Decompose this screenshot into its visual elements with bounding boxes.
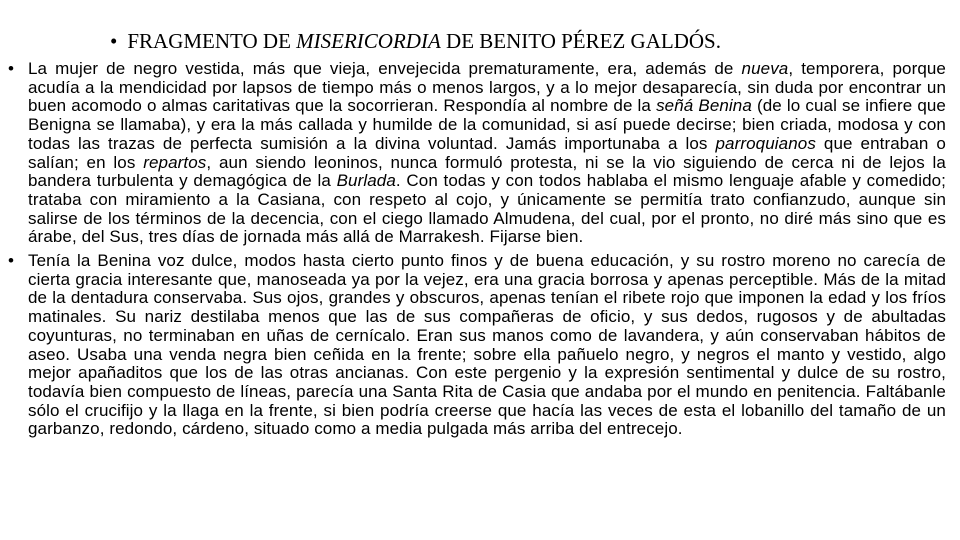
paragraph-bullet: • [8, 60, 15, 78]
italic-text: repartos [143, 152, 207, 172]
paragraph-text: que entraban o salían; en los [28, 133, 946, 172]
italic-text: Burlada [336, 171, 396, 191]
paragraph-text: Tenía la Benina voz dulce, modos hasta cierto punto finos y de buena educación, y su rostro moreno no carecía de cierta gracia interesante que, manoseada ya por la vejez, era una gracia borrosa y apenas perceptible. Más de la mitad de la dentadura conservaba. Sus ojos, grandes y obscuros, apenas tenían el ribete rojo que imponen la edad y los fríos matinales. Su nariz destilaba menos que las de sus compañeras de oficio, y sus dedos, rugosos y de abultadas coyunturas, no terminaban en uñas de cernícalo. Eran sus manos como de lavandera, y aún conservaban hábitos de aseo. Usaba una venda negra bien ceñida en la frente; sobre ella pañuelo negro, y negros el manto y vestido, algo mejor apañaditos que los de las otras ancianas. Con este pergenio y la expresión sentimental y dulce de su rostro, todavía bien compuesto de líneas, parecía una Santa Rita de Casia que andaba por el mundo en penitencia. Faltábanle sólo el crucifijo y la llaga en la frente, si bien podría creerse que hacía las veces de esta el lobanillo del tamaño de un garbanzo, redondo, cárdeno, situado como a media pulgada más arriba del entrecejo. [28, 251, 946, 439]
slide-title [110, 28, 930, 54]
paragraph-text: La mujer de negro vestida, más que vieja, envejecida prematuramente, era, además de [28, 60, 742, 78]
title-text: FRAGMENTO DE [127, 29, 297, 53]
italic-text: parroquianos [715, 133, 816, 153]
paragraph-text: (de lo cual se infiere que Benigna se llamaba), y era la más callada y humilde de la comunidad, si así puede decirse; bien criada, modosa y con todas las trazas de perfecta sumisión a la divina voluntad. Jamás importunaba a los [28, 96, 946, 153]
title-book-name: MISERICORDIA [296, 29, 441, 53]
paragraph-1 [8, 60, 946, 247]
paragraph-text: , temporera, porque acudía a la mendicidad por lapsos de tiempo más o menos largos, y a lo mejor desaparecía, sin duda por encontrar un buen acomodo o almas caritativas que la socorrieran. Respondía al nombre de la [28, 60, 946, 116]
title-author: DE BENITO PÉREZ GALDÓS. [440, 29, 721, 53]
paragraph-2 [8, 252, 946, 439]
italic-text: señá Benina [656, 96, 752, 116]
paragraph-text: . Con todas y con todos hablaba el mismo lenguaje afable y comedido; trataba con miramiento a la Casiana, con respeto al cojo, y únicamente se permitía trato confianzudo, aunque sin salirse de los términos de la decencia, con el ciego llamado Almudena, del cual, por el pronto, no diré más sino que es árabe, del Sus, tres días de jornada más allá de Marrakesh. Fijarse bien. [28, 171, 946, 247]
paragraph-bullet: • [8, 251, 15, 271]
italic-text: nueva [741, 60, 789, 78]
paragraph-text: , aun siendo leoninos, nunca formuló protesta, ni se la vio siguiendo de cerca ni de lejos la bandera turbulenta y demagógica de la [28, 152, 946, 191]
text-body [8, 60, 946, 540]
title-bullet: • [110, 29, 118, 53]
